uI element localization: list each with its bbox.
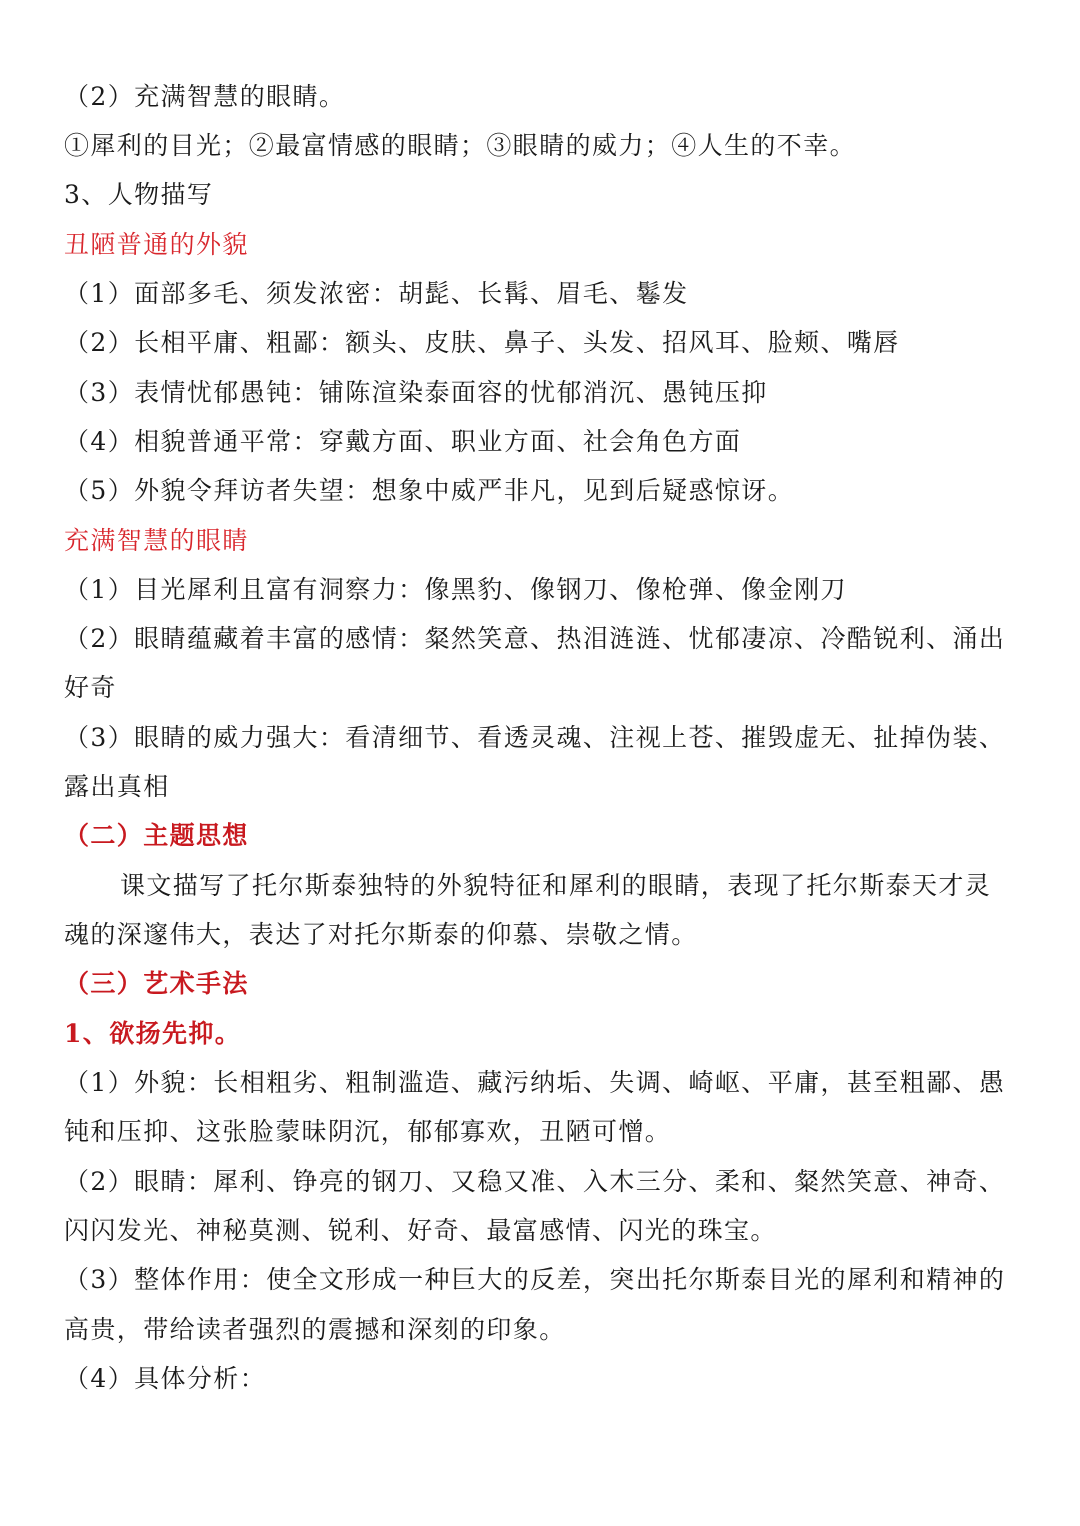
list-item: （2）长相平庸、粗鄙：额头、皮肤、鼻子、头发、招风耳、脸颊、嘴唇 bbox=[64, 328, 900, 357]
list-item-continuation: 露出真相 bbox=[64, 772, 170, 801]
list-item-continuation: 闪闪发光、神秘莫测、锐利、好奇、最富感情、闪光的珠宝。 bbox=[64, 1216, 777, 1245]
list-item: （3）整体作用：使全文形成一种巨大的反差，突出托尔斯泰目光的犀利和精神的 bbox=[64, 1265, 1006, 1294]
section-heading: 3、人物描写 bbox=[64, 180, 214, 209]
paragraph-line: 魂的深邃伟大，表达了对托尔斯泰的仰慕、崇敬之情。 bbox=[64, 920, 698, 949]
list-item: （4）具体分析： bbox=[64, 1364, 267, 1393]
list-item: （2）眼睛蕴藏着丰富的感情：粲然笑意、热泪涟涟、忧郁凄凉、冷酷锐利、涌出 bbox=[64, 624, 1006, 653]
section-heading: （三）艺术手法 bbox=[64, 969, 249, 998]
list-item: （1）面部多毛、须发浓密：胡髭、长髯、眉毛、鬈发 bbox=[64, 279, 689, 308]
list-item: （1）目光犀利且富有洞察力：像黑豹、像钢刀、像枪弹、像金刚刀 bbox=[64, 575, 847, 604]
paragraph-line: 课文描写了托尔斯泰独特的外貌特征和犀利的眼睛，表现了托尔斯泰天才灵 bbox=[120, 871, 992, 900]
subsection-heading: 充满智慧的眼睛 bbox=[64, 526, 249, 555]
list-item-continuation: 好奇 bbox=[64, 673, 117, 702]
list-item: （2）眼睛：犀利、铮亮的钢刀、又稳又准、入木三分、柔和、粲然笑意、神奇、 bbox=[64, 1167, 1006, 1196]
list-item: （3）眼睛的威力强大：看清细节、看透灵魂、注视上苍、摧毁虚无、扯掉伪装、 bbox=[64, 723, 1006, 752]
list-item: （1）外貌：长相粗劣、粗制滥造、藏污纳垢、失调、崎岖、平庸，甚至粗鄙、愚 bbox=[64, 1068, 1006, 1097]
list-item-continuation: 高贵，带给读者强烈的震撼和深刻的印象。 bbox=[64, 1315, 566, 1344]
list-item: ①犀利的目光；②最富情感的眼睛；③眼睛的威力；④人生的不幸。 bbox=[64, 131, 857, 160]
list-item: （5）外貌令拜访者失望：想象中威严非凡，见到后疑惑惊讶。 bbox=[64, 476, 795, 505]
list-item: （3）表情忧郁愚钝：铺陈渲染泰面容的忧郁消沉、愚钝压抑 bbox=[64, 378, 768, 407]
list-item-continuation: 钝和压抑、这张脸蒙昧阴沉，郁郁寡欢，丑陋可憎。 bbox=[64, 1117, 672, 1146]
subsection-heading: 1、欲扬先抑。 bbox=[64, 1019, 242, 1048]
subsection-heading: 丑陋普通的外貌 bbox=[64, 230, 249, 259]
section-heading: （二）主题思想 bbox=[64, 821, 249, 850]
list-item: （4）相貌普通平常：穿戴方面、职业方面、社会角色方面 bbox=[64, 427, 742, 456]
list-item: （2）充满智慧的眼睛。 bbox=[64, 82, 346, 111]
